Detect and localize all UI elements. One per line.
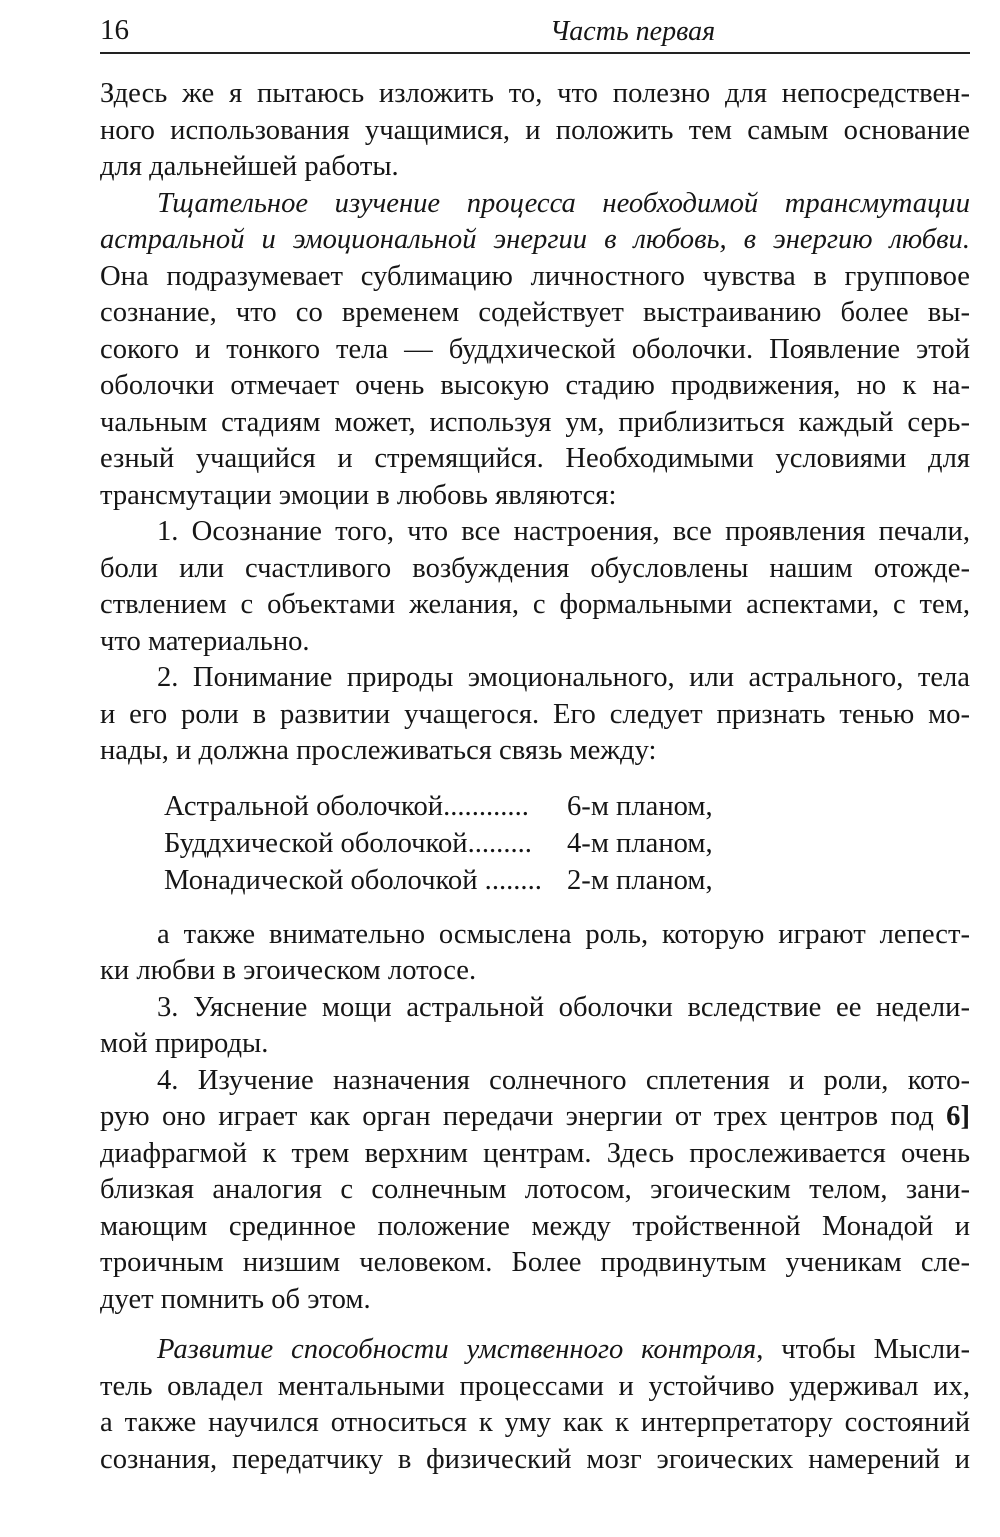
- italic-heading-line: астральной и эмоциональной энергии в любовь, в энергию любви.: [100, 224, 970, 255]
- text-line: сознание, что со временем содействует выстраиванию более вы-: [100, 297, 970, 328]
- text-line: 2. Понимание природы эмоционального, или астрального, тела: [157, 662, 970, 693]
- text-line: и его роли в развитии учащегося. Его следует признать тенью мо-: [100, 698, 970, 730]
- text-line: ствлением с объектами желания, с формальными аспектами, с тем,: [100, 589, 970, 620]
- text-line: для дальнейшей работы.: [100, 151, 399, 182]
- plan-row: [164, 825, 970, 862]
- text-line: сознания, передатчику в физический мозг эгоических намерений и: [100, 1443, 970, 1475]
- plan-sheath: Буддхической оболочкой: [164, 827, 468, 859]
- text-fragment: рую оно играет как орган передачи энергии от трех центров под: [100, 1101, 934, 1132]
- text-line: тель овладел ментальными процессами и устойчиво удерживал их,: [100, 1370, 970, 1402]
- text-line: [100, 1332, 970, 1369]
- plan-row: [164, 862, 970, 899]
- text-line: диафрагмой к трем верхним центрам. Здесь прослеживается очень: [100, 1137, 970, 1169]
- page-header: [100, 12, 970, 54]
- page-number: 16: [100, 14, 129, 46]
- plan-leader-dots: ........: [477, 864, 542, 896]
- list-item-4: [100, 1063, 970, 1319]
- text-line: а также внимательно осмыслена роль, которую играют лепест-: [157, 918, 970, 950]
- paragraph-mental-control: [100, 1332, 970, 1478]
- text-line: мающим срединное положение между тройственной Монадой и: [100, 1210, 970, 1242]
- text-line: троичным низшим человеком. Более продвинутым ученикам сле-: [100, 1247, 970, 1278]
- text-line: ного использования учащимися, и положить тем самым основание: [100, 114, 970, 146]
- text-line: 4. Изучение назначения солнечного сплетения и роли, кото-: [157, 1064, 970, 1096]
- text-line: 1. Осознание того, что все настроения, все проявления печали,: [157, 516, 970, 547]
- page-body: [100, 76, 970, 1478]
- plan-level: 4-м планом,: [567, 827, 713, 859]
- plan-level: 2-м планом,: [567, 864, 713, 896]
- text-line: трансмутации эмоции в любовь являются:: [100, 479, 617, 511]
- text-line: Она подразумевает сублимацию личностного чувства в групповое: [100, 260, 970, 292]
- paragraph-transmutation: [100, 186, 970, 515]
- text-line: нады, и должна прослеживаться связь между:: [100, 735, 657, 766]
- plan-level: 6-м планом,: [567, 790, 713, 822]
- plan-sheath: Астральной оболочкой: [164, 790, 444, 822]
- text-line: ки любви в эгоическом лотосе.: [100, 955, 477, 986]
- list-item-2-continuation: [100, 917, 970, 990]
- text-line: а также научился относиться к уму как к интерпретатору состояний: [100, 1407, 970, 1438]
- text-line: Здесь же я пытаюсь изложить то, что полезно для непосредствен-: [100, 78, 970, 109]
- text-line: оболочки отмечает очень высокую стадию продвижения, но к на-: [100, 370, 970, 401]
- page-marker: 6]: [946, 1101, 970, 1132]
- text-line: чальным стадиям может, используя ум, приблизиться каждый серь-: [100, 406, 970, 438]
- text-line: близкая аналогия с солнечным лотосом, эгоическим телом, зани-: [100, 1174, 970, 1205]
- plan-leader-dots: ............: [443, 790, 529, 822]
- plan-leader-dots: .........: [467, 827, 532, 859]
- list-item-2: [100, 660, 970, 770]
- plans-correspondence-list: [100, 788, 970, 899]
- plan-row: [164, 788, 970, 825]
- list-item-3: [100, 990, 970, 1063]
- text-line: сокого и тонкого тела — буддхической оболочки. Появление этой: [100, 333, 970, 365]
- italic-heading-line: Тщательное изучение процесса необходимой трансмутации: [157, 187, 970, 219]
- text-line: езный учащийся и стремящийся. Необходимыми условиями для: [100, 443, 970, 474]
- text-fragment: , чтобы Мысли-: [756, 1334, 971, 1365]
- text-line: боли или счастливого возбуждения обусловлены нашим отожде-: [100, 552, 970, 584]
- italic-term: Развитие способности умственного контроля: [157, 1334, 757, 1365]
- text-line: что материально.: [100, 625, 310, 657]
- running-head: Часть первая: [550, 16, 716, 47]
- text-line-with-marker: [100, 1099, 970, 1136]
- list-item-1: [100, 514, 970, 660]
- text-line: дует помнить об этом.: [100, 1283, 371, 1315]
- text-line: мой природы.: [100, 1028, 269, 1059]
- plan-sheath: Монадической оболочкой: [164, 864, 478, 896]
- paragraph-intro: [100, 76, 970, 186]
- text-line: 3. Уяснение мощи астральной оболочки вследствие ее недели-: [157, 991, 970, 1023]
